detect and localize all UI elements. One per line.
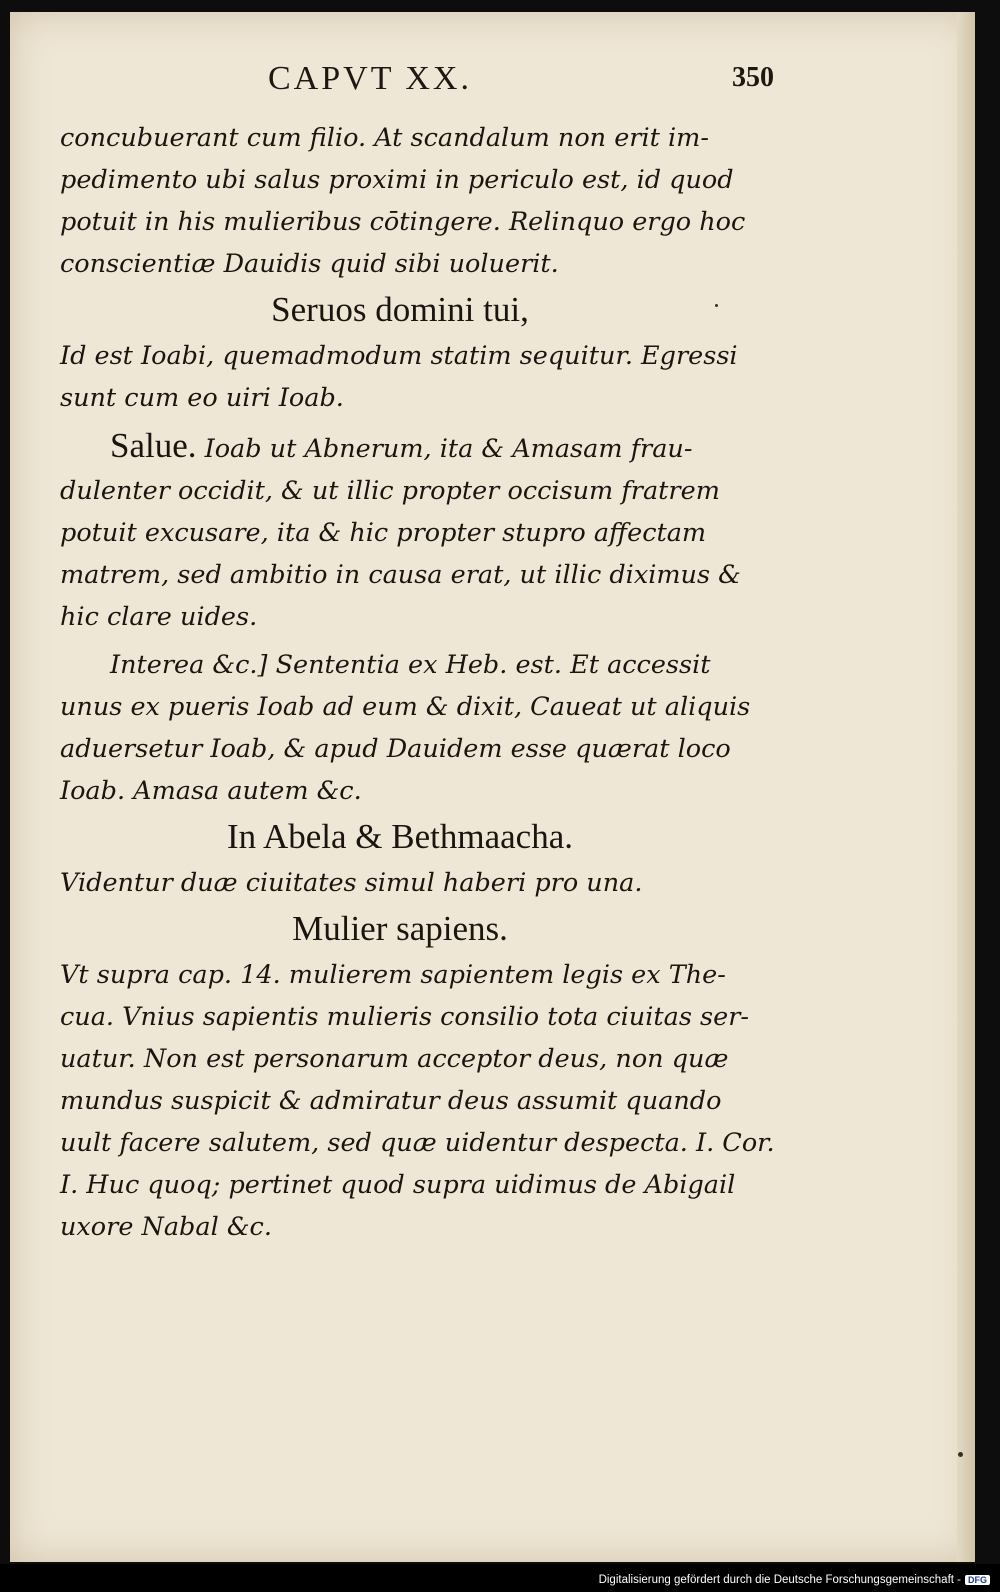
text-line: uult facere salutem, sed quæ uidentur despecta. I. Cor.	[60, 1128, 775, 1158]
text-line: concubuerant cum filio. At scandalum non erit im-	[60, 123, 709, 153]
text-line: Interea &c.] Sententia ex Heb. est. Et accessit	[110, 650, 711, 680]
text-line: mundus suspicit & admiratur deus assumit quando	[60, 1086, 722, 1116]
ink-speck	[958, 1452, 963, 1457]
text-line: unus ex pueris Ioab ad eum & dixit, Caueat ut aliquis	[60, 692, 751, 722]
section-heading: Mulier sapiens.	[292, 909, 508, 948]
dfg-logo: DFG	[965, 1575, 990, 1585]
text-line: matrem, sed ambitio in causa erat, ut illic diximus &	[60, 560, 741, 590]
ink-speck	[715, 304, 718, 307]
text-line: dulenter occidit, & ut illic propter occisum fratrem	[60, 476, 720, 506]
section-heading: In Abela & Bethmaacha.	[227, 817, 573, 856]
text-line: hic clare uides.	[60, 602, 258, 632]
salue-paragraph-start	[60, 425, 760, 470]
running-title: CAPVT XX.	[268, 60, 472, 97]
credit-text: Digitalisierung gefördert durch die Deutsche Forschungsgemeinschaft -	[598, 1574, 961, 1586]
text-line: uxore Nabal &c.	[60, 1212, 272, 1242]
text-line: potuit excusare, ita & hic propter stupro affectam	[60, 518, 707, 548]
book-page	[10, 12, 975, 1562]
text-line: Vt supra cap. 14. mulierem sapientem legis ex The-	[60, 960, 726, 990]
text-line: sunt cum eo uiri Ioab.	[60, 383, 344, 413]
folio-number: 350	[732, 62, 774, 93]
text-line: cua. Vnius sapientis mulieris consilio tota ciuitas ser-	[60, 1002, 750, 1032]
text-line: Ioab. Amasa autem &c.	[60, 776, 362, 806]
text-line: aduersetur Ioab, & apud Dauidem esse quærat loco	[60, 734, 731, 764]
text-line: conscientiæ Dauidis quid sibi uoluerit.	[60, 249, 559, 279]
inline-heading: Salue.	[110, 426, 197, 465]
section-heading: Seruos domini tui,	[271, 290, 529, 329]
text-line: Videntur duæ ciuitates simul haberi pro una.	[60, 868, 643, 898]
text-line: uatur. Non est personarum acceptor deus, non quæ	[60, 1044, 729, 1074]
digitization-credit	[599, 1574, 990, 1586]
text-line: Ioab ut Abnerum, ita & Amasam frau-	[204, 434, 693, 464]
text-line: I. Huc quoq; pertinet quod supra uidimus de Abigail	[60, 1170, 736, 1200]
text-line: potuit in his mulieribus cōtingere. Relinquo ergo hoc	[60, 207, 746, 237]
page-edge	[957, 12, 975, 1562]
page-text	[60, 117, 775, 1248]
text-line: pedimento ubi salus proximi in periculo est, id quod	[60, 165, 734, 195]
text-line: Id est Ioabi, quemadmodum statim sequitur. Egressi	[60, 341, 738, 371]
